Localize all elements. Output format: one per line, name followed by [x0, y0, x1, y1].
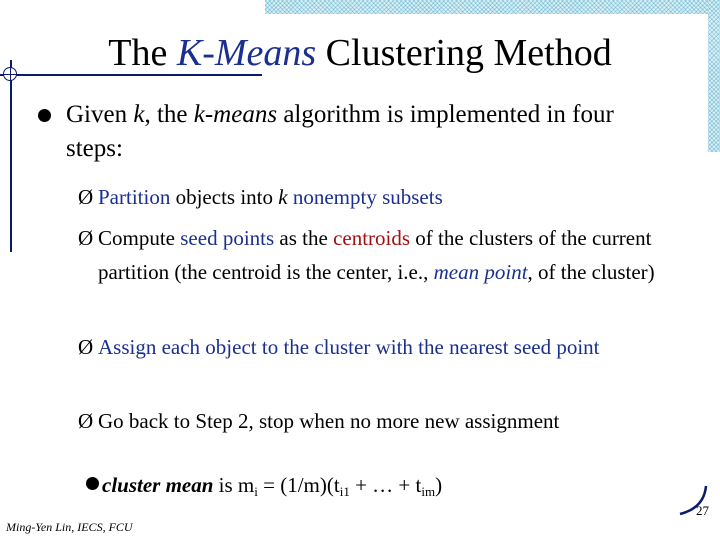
formula-subscript: i — [254, 484, 258, 499]
title-suffix: Clustering Method — [316, 32, 612, 74]
step-1-k: k — [278, 185, 288, 209]
cluster-mean-label: cluster mean — [102, 473, 214, 497]
step-2-centroids: centroids — [333, 226, 411, 250]
formula-part: is m — [213, 473, 255, 497]
step-2-mean-point: mean point — [433, 260, 528, 284]
page-number: 27 — [696, 503, 709, 518]
vertical-rule — [10, 60, 12, 252]
step-2-part: of the clusters of the current partition (the centroid is the center, i.e., — [98, 226, 652, 284]
arrow-bullet-icon: Ø — [78, 185, 94, 209]
formula-part: ) — [435, 473, 443, 497]
title-prefix: The — [108, 32, 177, 74]
step-4 — [78, 404, 678, 438]
step-2 — [78, 221, 678, 289]
step-3 — [78, 330, 678, 364]
main-bullet-part: , the — [144, 101, 194, 128]
step-1-part: objects into — [170, 185, 279, 209]
formula-subscript: i1 — [339, 484, 350, 499]
arrow-bullet-icon: Ø — [78, 409, 94, 433]
bullet-dot-icon — [86, 477, 99, 490]
step-4-text: Go back to Step 2, stop when no more new assignment — [98, 409, 560, 433]
main-bullet-part: Given — [66, 101, 134, 128]
main-bullet-k: k — [133, 101, 145, 128]
bullet-dot-icon — [38, 109, 51, 122]
step-1-term: nonempty subsets — [287, 185, 443, 209]
step-2-part: as the — [274, 226, 334, 250]
slide-title — [0, 28, 720, 78]
step-1-term: Partition — [98, 185, 171, 209]
step-2-seed-points: seed points — [180, 226, 275, 250]
step-1 — [78, 180, 678, 214]
arrow-bullet-icon: Ø — [78, 335, 94, 359]
step-2-text — [98, 221, 678, 289]
main-bullet-kmeans: k-means — [193, 101, 278, 128]
title-emphasis: K-Means — [176, 32, 317, 74]
formula-part: = (1/m)(t — [257, 473, 340, 497]
main-bullet — [38, 98, 648, 166]
step-3-text: Assign each object to the cluster with the nearest seed point — [98, 335, 600, 359]
step-1-text — [98, 180, 678, 214]
formula-subscript: im — [421, 484, 436, 499]
arrow-bullet-icon: Ø — [78, 226, 94, 250]
main-bullet-part: algorithm is implemented in four steps: — [66, 101, 614, 162]
header-pattern-decoration — [265, 0, 720, 14]
main-bullet-text — [66, 98, 648, 166]
step-2-part: , of the cluster) — [527, 260, 655, 284]
cluster-mean-formula — [86, 470, 442, 500]
step-2-part: Compute — [98, 226, 181, 250]
footer-author: Ming-Yen Lin, IECS, FCU — [6, 520, 133, 534]
formula-part: + … + t — [349, 473, 422, 497]
